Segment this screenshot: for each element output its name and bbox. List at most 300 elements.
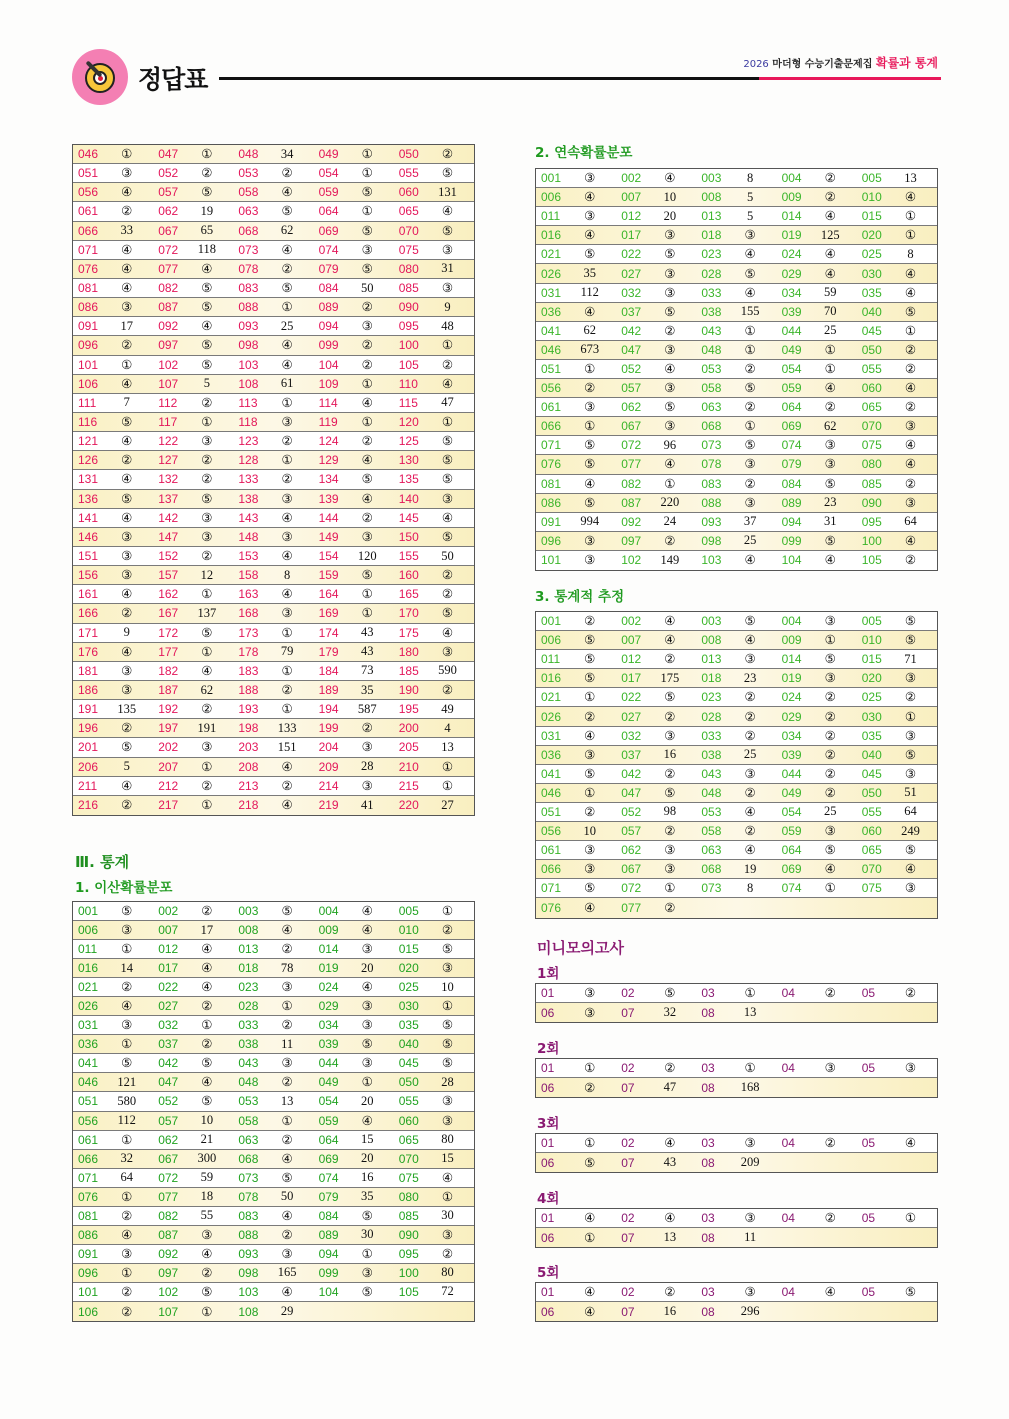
table-row bbox=[536, 1302, 937, 1321]
answer-entry bbox=[536, 284, 616, 302]
problem-number: 022 bbox=[158, 980, 179, 995]
problem-number: 100 bbox=[398, 338, 419, 353]
answer-entry bbox=[616, 1003, 696, 1022]
answer-value: ② bbox=[664, 709, 676, 724]
problem-number: 034 bbox=[781, 285, 802, 300]
answer-value: ④ bbox=[201, 663, 213, 678]
problem-number: 01 bbox=[541, 1285, 555, 1299]
answer-value: ③ bbox=[361, 319, 373, 334]
answer-entry bbox=[777, 379, 857, 397]
answer-entry bbox=[777, 650, 857, 668]
answer-value: ① bbox=[584, 1061, 596, 1075]
problem-number: 208 bbox=[238, 759, 259, 774]
answer-entry bbox=[73, 1207, 153, 1225]
answer-value: 296 bbox=[740, 1304, 760, 1318]
problem-number: 083 bbox=[238, 1208, 259, 1223]
answer-entry bbox=[536, 650, 616, 668]
problem-number: 037 bbox=[621, 304, 642, 319]
answer-entry bbox=[73, 1092, 153, 1110]
answer-value: 300 bbox=[197, 1151, 217, 1166]
problem-number: 01 bbox=[541, 986, 555, 1000]
problem-number: 037 bbox=[621, 747, 642, 762]
problem-number: 133 bbox=[238, 472, 259, 487]
problem-number: 06 bbox=[541, 1304, 555, 1319]
answer-value: ③ bbox=[281, 980, 293, 995]
answer-entry bbox=[777, 398, 857, 416]
answer-entry bbox=[233, 796, 313, 815]
answer-entry bbox=[73, 624, 153, 642]
answer-entry bbox=[233, 279, 313, 297]
answer-value: 125 bbox=[820, 227, 840, 242]
answer-value: ③ bbox=[361, 942, 373, 957]
answer-entry bbox=[233, 490, 313, 508]
answer-entry bbox=[73, 202, 153, 220]
answer-value: ⑤ bbox=[584, 438, 596, 453]
problem-number: 048 bbox=[701, 342, 722, 357]
answer-value: ① bbox=[361, 1246, 373, 1261]
answer-entry bbox=[777, 1134, 857, 1152]
answer-value: ③ bbox=[281, 606, 293, 621]
answer-entry bbox=[777, 494, 857, 512]
table-row bbox=[73, 375, 474, 394]
table-row bbox=[73, 921, 474, 940]
table-row bbox=[73, 164, 474, 183]
table-row bbox=[73, 145, 474, 164]
problem-number: 007 bbox=[158, 923, 179, 938]
table-row bbox=[73, 624, 474, 643]
problem-number: 006 bbox=[78, 923, 99, 938]
problem-number: 092 bbox=[158, 1246, 179, 1261]
answer-value: ① bbox=[121, 1132, 133, 1147]
problem-number: 004 bbox=[318, 904, 339, 919]
answer-value: ② bbox=[121, 1304, 133, 1319]
answer-entry bbox=[857, 436, 937, 454]
answer-entry bbox=[233, 1207, 313, 1225]
answer-entry bbox=[314, 758, 394, 776]
problem-number: 08 bbox=[701, 1080, 715, 1095]
answer-value: 249 bbox=[901, 823, 920, 838]
problem-number: 010 bbox=[398, 923, 419, 938]
answer-value: ③ bbox=[584, 1005, 596, 1020]
problem-number: 039 bbox=[318, 1037, 339, 1052]
answer-value: ② bbox=[441, 1246, 454, 1261]
problem-number: 127 bbox=[158, 453, 179, 468]
answer-entry bbox=[696, 984, 776, 1002]
answer-entry bbox=[73, 1073, 153, 1091]
answer-entry bbox=[73, 470, 153, 488]
problem-number: 081 bbox=[541, 476, 562, 491]
answer-entry bbox=[777, 631, 857, 649]
answer-value: ⑤ bbox=[361, 1284, 373, 1299]
answer-entry bbox=[153, 662, 233, 680]
problem-number: 028 bbox=[238, 999, 259, 1014]
problem-number: 146 bbox=[78, 529, 99, 544]
answer-entry bbox=[777, 898, 857, 917]
answer-entry bbox=[777, 688, 857, 706]
answer-value: ③ bbox=[441, 242, 454, 257]
answer-value: 120 bbox=[357, 548, 377, 563]
problem-number: 03 bbox=[701, 986, 715, 1000]
answer-value: ⑤ bbox=[744, 438, 756, 453]
mini-round-4-title: 4회 bbox=[537, 1191, 560, 1207]
answer-value: ① bbox=[744, 986, 756, 1000]
answer-entry bbox=[696, 417, 776, 435]
problem-number: 088 bbox=[238, 1227, 259, 1242]
problem-number: 109 bbox=[318, 376, 339, 391]
answer-value: ① bbox=[201, 798, 213, 813]
answer-entry bbox=[73, 978, 153, 996]
problem-number: 059 bbox=[781, 824, 802, 839]
answer-entry bbox=[616, 860, 696, 878]
answer-entry bbox=[857, 1283, 937, 1301]
problem-number: 202 bbox=[158, 740, 179, 755]
answer-entry bbox=[616, 746, 696, 764]
answer-entry bbox=[233, 183, 313, 201]
problem-number: 094 bbox=[318, 1246, 339, 1261]
problem-number: 04 bbox=[781, 986, 795, 1000]
answer-value: 47 bbox=[441, 395, 454, 410]
problem-number: 051 bbox=[78, 166, 99, 181]
answer-value: ② bbox=[201, 1265, 213, 1280]
answer-entry bbox=[394, 585, 474, 603]
problem-number: 066 bbox=[541, 419, 562, 434]
answer-entry bbox=[616, 784, 696, 802]
problem-number: 071 bbox=[78, 242, 99, 257]
problem-number: 107 bbox=[158, 1304, 179, 1319]
table-row bbox=[536, 1059, 937, 1078]
answer-value: ② bbox=[584, 709, 596, 724]
problem-number: 08 bbox=[701, 1155, 715, 1170]
answer-entry bbox=[696, 803, 776, 821]
problem-number: 148 bbox=[238, 529, 259, 544]
problem-number: 102 bbox=[621, 553, 642, 568]
answer-entry bbox=[153, 959, 233, 977]
table-row bbox=[73, 681, 474, 700]
problem-number: 026 bbox=[541, 266, 562, 281]
table-row bbox=[73, 662, 474, 681]
answer-value: ⑤ bbox=[201, 1056, 213, 1071]
problem-number: 078 bbox=[238, 1189, 259, 1204]
problem-number: 017 bbox=[621, 671, 642, 686]
answer-entry bbox=[394, 566, 474, 584]
problem-number: 036 bbox=[541, 747, 562, 762]
problem-number: 058 bbox=[238, 1113, 259, 1128]
problem-number: 108 bbox=[238, 376, 259, 391]
problem-number: 01 bbox=[541, 1061, 555, 1075]
problem-number: 150 bbox=[398, 529, 419, 544]
answer-entry bbox=[233, 1169, 313, 1187]
problem-number: 013 bbox=[701, 209, 722, 224]
problem-number: 191 bbox=[78, 702, 99, 717]
problem-number: 135 bbox=[398, 472, 419, 487]
problem-number: 098 bbox=[701, 533, 722, 548]
problem-number: 101 bbox=[541, 553, 562, 568]
answer-value: 20 bbox=[663, 208, 677, 223]
answer-entry bbox=[616, 1283, 696, 1301]
problem-number: 075 bbox=[398, 1170, 419, 1185]
problem-number: 143 bbox=[238, 510, 259, 525]
mini-round-4-table bbox=[535, 1208, 938, 1248]
answer-value: ① bbox=[441, 778, 454, 793]
answer-entry bbox=[536, 245, 616, 263]
problem-number: 082 bbox=[158, 281, 179, 296]
problem-number: 005 bbox=[861, 614, 882, 629]
answer-entry bbox=[616, 226, 696, 244]
table-row bbox=[536, 1209, 937, 1228]
problem-number: 018 bbox=[701, 228, 722, 243]
answer-entry bbox=[777, 188, 857, 206]
answer-entry bbox=[394, 719, 474, 737]
answer-entry bbox=[233, 375, 313, 393]
problem-number: 086 bbox=[78, 1227, 99, 1242]
problem-number: 034 bbox=[781, 728, 802, 743]
answer-entry bbox=[777, 341, 857, 359]
table-row bbox=[536, 803, 937, 822]
answer-entry bbox=[233, 921, 313, 939]
problem-number: 05 bbox=[861, 1136, 876, 1150]
answer-entry bbox=[536, 379, 616, 397]
answer-entry bbox=[616, 417, 696, 435]
problem-number: 098 bbox=[238, 1265, 259, 1280]
answer-entry bbox=[394, 1226, 474, 1244]
answer-entry bbox=[857, 707, 937, 725]
answer-value: ⑤ bbox=[201, 185, 213, 200]
answer-value: ④ bbox=[744, 553, 756, 568]
answer-value: ⑤ bbox=[201, 338, 213, 353]
answer-value: ② bbox=[281, 166, 293, 181]
problem-number: 051 bbox=[541, 361, 562, 376]
answer-value: ③ bbox=[744, 1211, 756, 1225]
title-divider-accent bbox=[759, 77, 941, 80]
answer-value: ① bbox=[744, 342, 756, 357]
answer-entry bbox=[153, 432, 233, 450]
answer-entry bbox=[536, 532, 616, 550]
answer-entry bbox=[73, 902, 153, 920]
answer-value: ② bbox=[824, 690, 836, 705]
answer-value: 135 bbox=[117, 701, 137, 716]
answer-entry bbox=[696, 1209, 776, 1227]
answer-entry bbox=[153, 375, 233, 393]
answer-value: ③ bbox=[904, 766, 917, 781]
answer-value: ② bbox=[441, 147, 454, 162]
problem-number: 090 bbox=[398, 300, 419, 315]
answer-value: ② bbox=[121, 980, 133, 995]
answer-value: 209 bbox=[740, 1155, 760, 1169]
problem-number: 015 bbox=[398, 942, 419, 957]
answer-value: ③ bbox=[121, 1246, 133, 1261]
answer-value: ② bbox=[824, 171, 836, 186]
problem-number: 003 bbox=[701, 614, 722, 629]
answer-entry bbox=[857, 650, 937, 668]
table-row bbox=[73, 940, 474, 959]
answer-value: 98 bbox=[663, 804, 677, 819]
table-row bbox=[536, 1228, 937, 1247]
problem-number: 200 bbox=[398, 721, 419, 736]
answer-entry bbox=[73, 375, 153, 393]
table-row bbox=[536, 494, 937, 513]
table-row bbox=[536, 765, 937, 784]
problem-number: 180 bbox=[398, 644, 419, 659]
answer-value: ④ bbox=[121, 778, 133, 793]
table-row bbox=[536, 650, 937, 669]
answer-entry bbox=[536, 1078, 616, 1097]
answer-value: ② bbox=[201, 778, 213, 793]
answer-value: ④ bbox=[281, 185, 293, 200]
problem-number: 076 bbox=[541, 457, 562, 472]
answer-entry bbox=[153, 394, 233, 412]
problem-number: 075 bbox=[861, 881, 882, 896]
answer-entry bbox=[314, 921, 394, 939]
answer-value: 4 bbox=[444, 720, 451, 735]
problem-number: 082 bbox=[621, 476, 642, 491]
answer-entry bbox=[153, 317, 233, 335]
answer-entry bbox=[616, 688, 696, 706]
answer-entry bbox=[233, 260, 313, 278]
answer-value: ④ bbox=[361, 1113, 373, 1128]
answer-value: ③ bbox=[744, 766, 756, 781]
answer-entry bbox=[777, 417, 857, 435]
answer-entry bbox=[536, 322, 616, 340]
answer-entry bbox=[153, 202, 233, 220]
problem-number: 046 bbox=[78, 147, 99, 162]
answer-entry bbox=[314, 1188, 394, 1206]
problem-number: 105 bbox=[398, 357, 419, 372]
answer-entry bbox=[314, 662, 394, 680]
answer-value: 19 bbox=[200, 203, 214, 218]
answer-value: 25 bbox=[824, 323, 837, 338]
answer-value: ④ bbox=[441, 376, 454, 391]
answer-value: ① bbox=[201, 415, 213, 430]
table-row bbox=[73, 1207, 474, 1226]
answer-entry bbox=[777, 436, 857, 454]
problem-number: 064 bbox=[318, 1132, 339, 1147]
answer-entry bbox=[233, 1016, 313, 1034]
answer-entry bbox=[73, 681, 153, 699]
answer-value: 61 bbox=[280, 376, 294, 391]
answer-value: ③ bbox=[441, 961, 454, 976]
answer-value: ④ bbox=[281, 357, 293, 372]
table-row bbox=[536, 341, 937, 360]
problem-number: 046 bbox=[541, 342, 562, 357]
table-row bbox=[73, 490, 474, 509]
answer-entry bbox=[536, 784, 616, 802]
problem-number: 117 bbox=[158, 415, 178, 430]
answer-entry bbox=[314, 1283, 394, 1301]
answer-entry bbox=[314, 336, 394, 354]
table-row bbox=[536, 1078, 937, 1097]
problem-number: 075 bbox=[398, 242, 419, 257]
answer-value: 13 bbox=[280, 1093, 294, 1108]
problem-number: 073 bbox=[238, 242, 259, 257]
problem-number: 137 bbox=[158, 491, 179, 506]
answer-entry bbox=[857, 822, 937, 840]
problem-number: 072 bbox=[621, 438, 642, 453]
problem-number: 074 bbox=[318, 242, 339, 257]
answer-value: ① bbox=[824, 633, 836, 648]
answer-entry bbox=[73, 298, 153, 316]
answer-value: ① bbox=[121, 357, 133, 372]
answer-entry bbox=[314, 997, 394, 1015]
answer-entry bbox=[394, 183, 474, 201]
answer-value: ⑤ bbox=[121, 740, 133, 755]
table-row bbox=[536, 322, 937, 341]
answer-value: 5 bbox=[123, 759, 130, 774]
problem-number: 119 bbox=[318, 415, 338, 430]
answer-entry bbox=[777, 822, 857, 840]
answer-entry bbox=[536, 727, 616, 745]
answer-entry bbox=[616, 612, 696, 630]
answer-entry bbox=[777, 1078, 857, 1097]
answer-entry bbox=[857, 455, 937, 473]
answer-value: ③ bbox=[664, 342, 676, 357]
table-row bbox=[536, 264, 937, 283]
problem-number: 058 bbox=[701, 824, 722, 839]
answer-value: ③ bbox=[744, 1285, 756, 1299]
answer-entry bbox=[394, 1112, 474, 1130]
problem-number: 093 bbox=[701, 514, 722, 529]
problem-number: 024 bbox=[318, 980, 339, 995]
answer-value: 10 bbox=[441, 979, 454, 994]
answer-value: 28 bbox=[361, 759, 374, 774]
answer-entry bbox=[153, 1150, 233, 1168]
answer-value: ⑤ bbox=[361, 223, 373, 238]
problem-number: 015 bbox=[861, 209, 882, 224]
answer-value: ④ bbox=[121, 999, 133, 1014]
problem-number: 030 bbox=[398, 999, 419, 1014]
answer-value: ④ bbox=[121, 1227, 133, 1242]
answer-entry bbox=[777, 784, 857, 802]
answer-entry bbox=[536, 551, 616, 570]
answer-value: 33 bbox=[120, 223, 133, 238]
answer-entry bbox=[233, 940, 313, 958]
answer-value: 41 bbox=[361, 797, 374, 812]
answer-entry bbox=[73, 413, 153, 431]
problem-number: 055 bbox=[398, 1094, 419, 1109]
answer-entry bbox=[536, 264, 616, 282]
answer-entry bbox=[233, 432, 313, 450]
answer-value: ④ bbox=[664, 1136, 676, 1150]
problem-number: 066 bbox=[78, 223, 99, 238]
answer-entry bbox=[314, 738, 394, 756]
problem-number: 074 bbox=[318, 1170, 339, 1185]
answer-value: ① bbox=[744, 1061, 756, 1075]
problem-number: 086 bbox=[78, 300, 99, 315]
table-row bbox=[73, 547, 474, 566]
answer-entry bbox=[696, 727, 776, 745]
answer-value: ③ bbox=[744, 495, 756, 510]
answer-entry bbox=[536, 1134, 616, 1152]
answer-value: ② bbox=[361, 300, 373, 315]
problem-number: 012 bbox=[621, 209, 642, 224]
problem-number: 094 bbox=[318, 319, 339, 334]
answer-value: ② bbox=[201, 702, 213, 717]
table-row bbox=[73, 1016, 474, 1035]
answer-value: ③ bbox=[201, 510, 213, 525]
problem-number: 011 bbox=[541, 652, 561, 667]
answer-value: ③ bbox=[824, 438, 836, 453]
answer-entry bbox=[857, 513, 937, 531]
answer-value: ⑤ bbox=[361, 472, 373, 487]
answer-entry bbox=[536, 436, 616, 454]
problem-number: 04 bbox=[781, 1136, 795, 1150]
answer-value: ③ bbox=[824, 457, 836, 472]
answer-entry bbox=[536, 1003, 616, 1022]
answer-entry bbox=[857, 1209, 937, 1227]
answer-value: ③ bbox=[361, 1265, 373, 1280]
problem-number: 030 bbox=[861, 266, 882, 281]
answer-value: 55 bbox=[200, 1208, 214, 1223]
answer-table-continuous bbox=[535, 168, 938, 571]
